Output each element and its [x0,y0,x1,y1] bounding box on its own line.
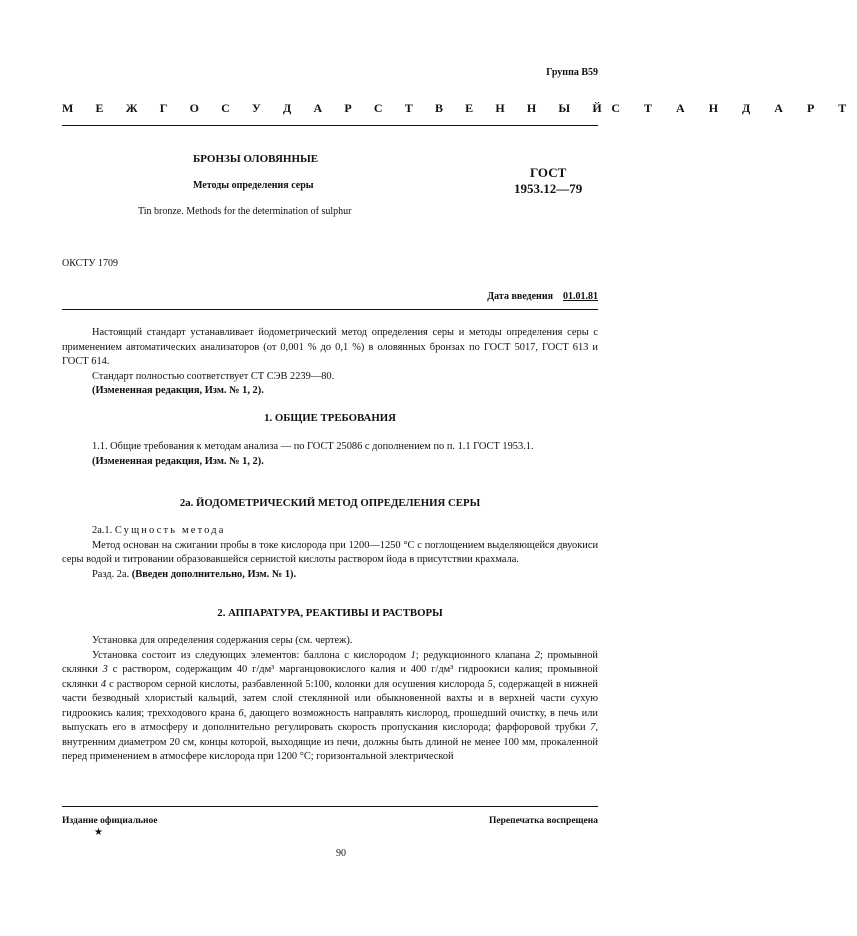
apparatus-text: , дающего возможность направлять кислород, прошедший очистку, в печь или выпускать его в атмосферу и дополнительно регулировать скорость пропускания кислорода; фарфоровой трубки [62,707,598,733]
intro-block [62,326,598,399]
section-2a-note-revision: (Введен дополнительно, Изм. № 1). [131,568,297,580]
section-1-revision-note: (Измененная редакция, Изм. № 1, 2). [92,455,264,467]
gost-label: ГОСТ [529,165,567,180]
okstu-code: ОКСТУ 1709 [62,258,119,269]
document-title-english: Tin bronze. Methods for the determination of sulphur [138,206,352,217]
method-principle: Метод основан на сжигании пробы в токе кислорода при 1200—1250 °С с поглощением выделяющейся двуокиси серы водой и титровании образовавшейся сернистой кислоты раствором йода в присутствии крахмала. [62,539,598,565]
intro-compliance: Стандарт полностью соответствует СТ СЭВ 2239—80. [92,370,335,382]
introduction-date [487,291,598,302]
item-number: 3 [102,664,108,675]
document-subtitle: Методы определения серы [193,180,314,191]
intro-revision-note: (Измененная редакция, Изм. № 1, 2). [92,385,264,396]
section-1 [62,411,598,426]
section-1-heading: 1. ОБЩИЕ ТРЕБОВАНИЯ [264,412,396,424]
introduction-date-label: Дата введения [487,291,553,302]
item-number: 4 [100,678,107,690]
clause-title-spaced: Сущность метода [114,525,226,536]
header-standard: С Т А Н Д А Р Т [611,101,857,115]
apparatus-text: , внутренним диаметром 20 см, концы которой, выходящие из печи, должны быть длиной не менее 100 мм, прокаленной перед применением в атмосфере кислорода при 1200 °С; горизонтальной электрической [62,722,598,762]
apparatus-text: ; редукционного клапана [415,649,535,661]
page-number: 90 [336,848,346,859]
item-number: 1 [410,649,416,661]
apparatus-intro: Установка для определения содержания серы (см. чертеж). [92,635,353,646]
apparatus-text: ; промывной склянки [62,649,598,675]
header-divider [62,125,598,126]
apparatus-text: с раствором, содержащим 40 г/дм³ марганцовокислого калия и 400 г/дм³ гидроокиси калия; промывной склянки [62,664,598,690]
intro-paragraph: Настоящий стандарт устанавливает йодометрический метод определения серы и методы определения серы с применением автоматических анализаторов (от 0,001 % до 0,1 %) в оловянных бронзах по ГОСТ 5017, ГОСТ 613 и ГОСТ 614. [62,327,598,367]
section-2a-note-label: Разд. 2а. [92,568,132,580]
section-2a-clause [62,524,598,539]
introduction-date-value: 01.01.81 [563,291,598,302]
clause-number: 2а.1. [92,525,113,536]
official-edition: Издание официальное [62,816,158,826]
star-icon: ★ [94,827,103,838]
section-2a-heading: 2а. ЙОДОМЕТРИЧЕСКИЙ МЕТОД ОПРЕДЕЛЕНИЯ СЕРЫ [179,497,481,509]
apparatus-text: с раствором серной кислоты, разбавленной 5:100, колонки для осушения кислорода [106,678,488,690]
group-code: Группа В59 [546,67,598,78]
section-2a [62,496,598,511]
apparatus-description [62,649,598,765]
gost-code: 1953.12—79 [514,181,583,196]
reprint-prohibited: Перепечатка воспрещена [488,816,598,826]
footer-divider [62,806,598,807]
gost-number [514,165,582,197]
section-1-clause: 1.1. Общие требования к методам анализа — по ГОСТ 25086 с дополнением по п. 1.1 ГОСТ 1953.1. [92,441,534,452]
section-2-body [62,634,598,765]
apparatus-text: , содержащей в нижней части безводный хлористый кальций, затем слой стеклянной или обыкновенной вахты и в верхней части сухую гидроокись калия; трехходового крана [62,678,598,719]
standard-type-header [62,101,857,116]
date-divider [62,309,598,310]
section-2a-body [62,524,598,582]
item-number: 7 [590,722,596,733]
section-2a-note [62,568,598,583]
item-number: 2 [534,649,540,661]
header-interstate: М Е Ж Г О С У Д А Р С Т В Е Н Н Ы Й [62,101,612,115]
item-number: 6 [238,707,244,719]
item-number: 5 [487,678,493,690]
apparatus-text: Установка состоит из следующих элементов: баллона с кислородом [92,649,411,661]
section-1-body [62,440,598,469]
document-title: БРОНЗЫ ОЛОВЯННЫЕ [193,153,319,165]
section-2-heading: 2. АППАРАТУРА, РЕАКТИВЫ И РАСТВОРЫ [217,607,443,619]
section-2 [62,606,598,621]
